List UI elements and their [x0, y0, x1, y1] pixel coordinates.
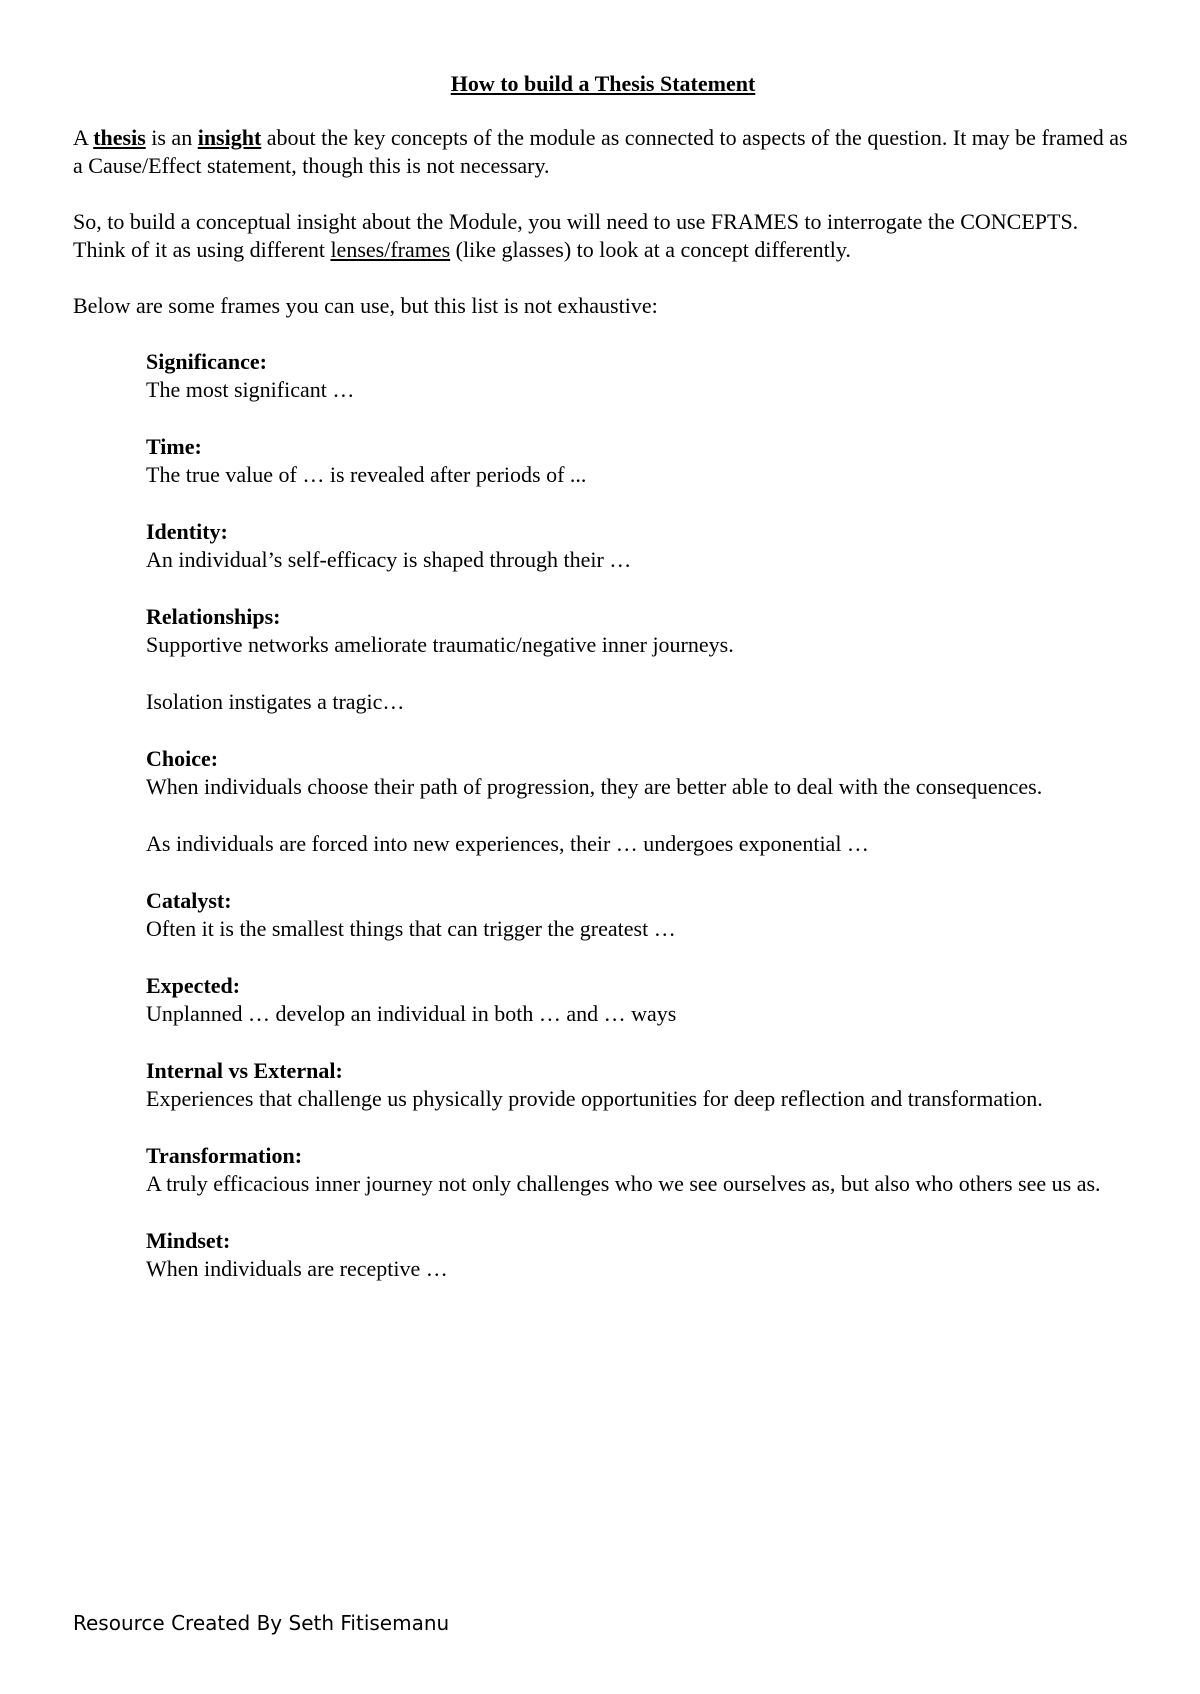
intro-text: A: [73, 125, 94, 150]
frame-heading: Catalyst:: [146, 888, 232, 913]
frame-heading: Time:: [146, 434, 202, 459]
frame-heading: Expected:: [146, 973, 241, 998]
frame-example: Unplanned … develop an individual in both … and … ways: [146, 1001, 677, 1026]
frame-heading: Significance:: [146, 349, 267, 374]
intro-text: So, to build a conceptual insight about the Module, you will need to use FRAMES to interrogate the CONCEPTS. Think of it as using different: [73, 209, 1079, 262]
frame-example: When individuals are receptive …: [146, 1256, 448, 1281]
intro-text: is an: [145, 125, 198, 150]
frame-item: [146, 972, 1126, 1028]
frame-item: [146, 887, 1126, 943]
document-title: How to build a Thesis Statement: [450, 71, 756, 96]
frame-item: [146, 1227, 1126, 1283]
frame-heading: Mindset:: [146, 1228, 231, 1253]
frame-example: Often it is the smallest things that can trigger the greatest …: [146, 916, 676, 941]
frame-item: [146, 433, 1126, 489]
document-page: [73, 70, 1133, 1312]
lenses-term: lenses/frames: [330, 237, 451, 262]
frame-example: The true value of … is revealed after periods of ...: [146, 462, 587, 487]
frame-heading: Choice:: [146, 746, 219, 771]
frame-item: [146, 1057, 1126, 1113]
frame-example: Isolation instigates a tragic…: [146, 689, 405, 714]
frame-example: As individuals are forced into new experiences, their … undergoes exponential …: [146, 831, 869, 856]
frame-heading: Transformation:: [146, 1143, 303, 1168]
footer-credit: Resource Created By Seth Fitisemanu: [73, 1611, 450, 1635]
thesis-term: thesis: [93, 125, 146, 150]
frame-heading: Identity:: [146, 519, 228, 544]
frame-example: Supportive networks ameliorate traumatic/negative inner journeys.: [146, 632, 734, 657]
frame-example: The most significant …: [146, 377, 355, 402]
frame-example: When individuals choose their path of progression, they are better able to deal with the consequences.: [146, 774, 1043, 799]
frame-heading: Internal vs External:: [146, 1058, 343, 1083]
insight-term: insight: [197, 125, 262, 150]
frames-list: [146, 348, 1126, 1283]
frame-example: A truly efficacious inner journey not only challenges who we see ourselves as, but also who others see us as.: [146, 1171, 1101, 1196]
intro-text: about the key concepts of the module as connected to aspects of the question. It may be framed as a Cause/Effect statement, though this is not necessary.: [73, 125, 1128, 178]
intro-paragraph-list-lead: Below are some frames you can use, but this list is not exhaustive:: [73, 293, 658, 318]
frame-item: [146, 518, 1126, 574]
frame-heading: Relationships:: [146, 604, 281, 629]
frame-item: [146, 1142, 1126, 1198]
frame-item: [146, 348, 1126, 404]
frame-example: An individual’s self-efficacy is shaped through their …: [146, 547, 632, 572]
frame-item: [146, 745, 1126, 858]
frame-item: [146, 603, 1126, 716]
intro-paragraph-thesis: [73, 124, 1133, 180]
intro-text: (like glasses) to look at a concept differently.: [450, 237, 851, 262]
intro-paragraph-frames: [73, 208, 1133, 264]
frame-example: Experiences that challenge us physically provide opportunities for deep reflection and transformation.: [146, 1086, 1043, 1111]
